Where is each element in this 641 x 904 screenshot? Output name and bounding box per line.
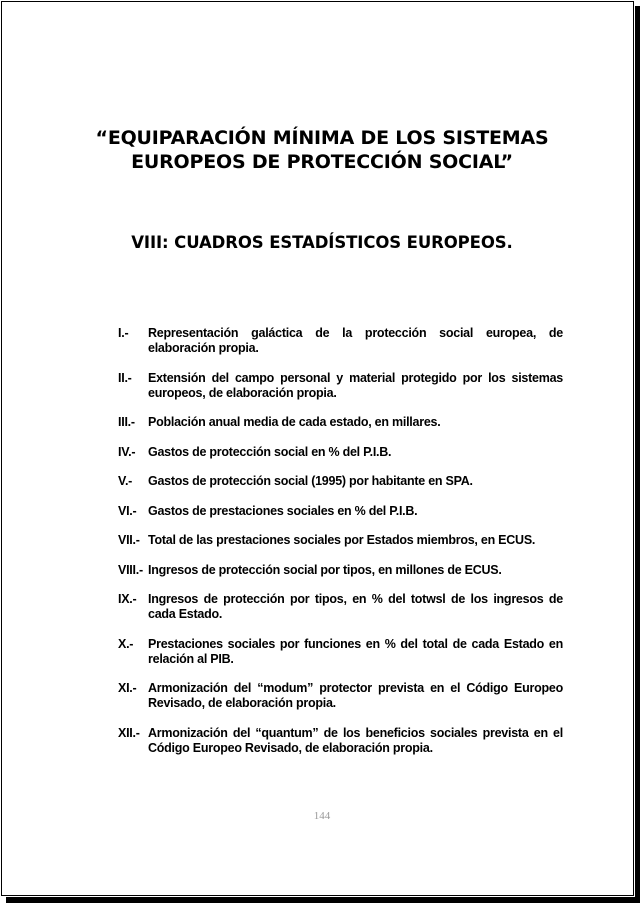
toc-item-number: IX.- <box>118 592 137 606</box>
toc-item <box>118 637 563 667</box>
page-shadow-right <box>635 6 640 903</box>
toc-item-text: Población anual media de cada estado, en millares. <box>148 415 441 429</box>
toc-item-number: IV.- <box>118 444 136 459</box>
toc-item-text: Extensión del campo personal y material protegido por los sistemas europeos, de elaboración propia. <box>148 370 563 400</box>
toc-item <box>118 726 563 756</box>
toc-item-number: XII.- <box>118 725 140 740</box>
document-title-line: “EQUIPARACIÓN MÍNIMA DE LOS SISTEMAS <box>95 127 549 149</box>
toc-item-text: Representación galáctica de la protección social europea, de elaboración propia. <box>148 326 563 355</box>
toc-item <box>118 371 563 401</box>
toc-item <box>118 326 563 356</box>
toc-item-text: Prestaciones sociales por funciones en % del total de cada Estado en relación al PIB. <box>148 636 563 666</box>
toc-item <box>118 474 563 489</box>
toc-item-text: Gastos de protección social en % del P.I.B. <box>148 444 392 459</box>
page-number: 144 <box>313 810 331 822</box>
toc-item-number: V.- <box>118 474 133 488</box>
toc-item-text: Ingresos de protección por tipos, en % del totwsl de los ingresos de cada Estado. <box>148 592 563 621</box>
toc-item-text: Armonización del “modum” protector prevista en el Código Europeo Revisado, de elaboración propia. <box>148 681 563 710</box>
toc-item <box>118 533 563 548</box>
toc-item-text: Gastos de prestaciones sociales en % del P.I.B. <box>148 503 418 518</box>
table-of-contents <box>118 326 563 770</box>
toc-item-number: XI.- <box>118 681 137 695</box>
toc-item-number: VIII.- <box>118 562 143 577</box>
toc-item <box>118 563 563 578</box>
toc-item-number: VII.- <box>118 533 140 547</box>
toc-item <box>118 504 563 519</box>
toc-item-text: Armonización del “quantum” de los beneficios sociales prevista en el Código Europeo Revisado, de elaboración propia. <box>148 725 563 755</box>
toc-item <box>118 415 563 430</box>
toc-item-number: X.- <box>118 636 134 651</box>
toc-item <box>118 592 563 622</box>
toc-item-text: Gastos de protección social (1995) por habitante en SPA. <box>148 474 473 488</box>
document-title-line: EUROPEOS DE PROTECCIÓN SOCIAL” <box>131 151 513 173</box>
toc-item-text: Total de las prestaciones sociales por Estados miembros, en ECUS. <box>148 533 536 547</box>
toc-item-text: Ingresos de protección social por tipos, en millones de ECUS. <box>148 562 502 577</box>
toc-item <box>118 445 563 460</box>
document-title <box>22 126 622 174</box>
section-title: VIII: CUADROS ESTADÍSTICOS EUROPEOS. <box>131 233 513 252</box>
toc-item-number: VI.- <box>118 503 137 518</box>
toc-item-number: II.- <box>118 370 132 385</box>
page-shadow-bottom <box>6 897 640 903</box>
toc-item-number: I.- <box>118 326 129 340</box>
toc-item-number: III.- <box>118 415 135 429</box>
toc-item <box>118 681 563 711</box>
document-page <box>1 1 634 896</box>
